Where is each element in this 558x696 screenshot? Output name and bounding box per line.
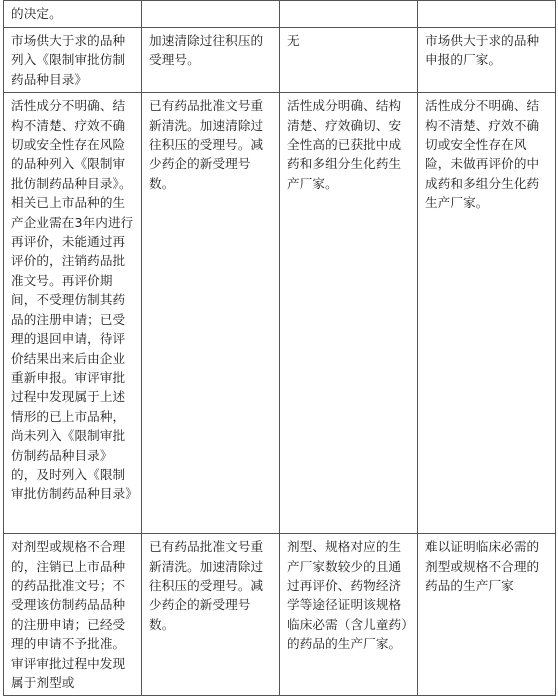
table-row: [4, 93, 556, 534]
table-cell: 剂型、规格对应的生产厂家数较少的且通过再评价、药物经济学等途径证明该规格临床必需（含儿童药）的药品的生产厂家。: [280, 534, 418, 696]
table-cell: 加速清除过往积压的受理号。: [142, 28, 280, 93]
table-cell: 活性成分不明确、结构不清楚、疗效不确切或安全性存在风险的品种列入《限制审批仿制药品种目录》。相关已上市品种的生产企业需在3年内进行再评价，未能通过再评价的，注销药品批准文号。再评价期间，不受理仿制其药品的注册申请；已受理的退回申请，待评价结果出来后由企业重新申报。审评审批过程中发现属于上述情形的已上市品种，尚未列入《限制审批仿制药品种目录》的，及时列入《限制审批仿制药品种目录》: [4, 93, 142, 534]
table-row: [4, 1, 556, 28]
table-cell: 已有药品批准文号重新清洗。加速清除过往积压的受理号。减少药企的新受理号数。: [142, 534, 280, 696]
table-cell: [280, 1, 418, 28]
table-cell: 活性成分明确、结构清楚、疗效确切、安全性高的已获批中成药和多组分生化药生产厂家。: [280, 93, 418, 534]
table-cell: 对剂型或规格不合理的，注销已上市品种的药品批准文号；不受理该仿制药品品种的注册申请；已经受理的申请不予批准。审评审批过程中发现属于剂型或: [4, 534, 142, 696]
table-row: [4, 28, 556, 93]
table-cell: 无: [280, 28, 418, 93]
table-cell: 市场供大于求的品种列入《限制审批仿制药品种目录》: [4, 28, 142, 93]
table-cell: 市场供大于求的品种申报的厂家。: [418, 28, 556, 93]
table-cell: 的决定。: [4, 1, 142, 28]
table-cell: [418, 1, 556, 28]
table-cell: 活性成分不明确、结构不清楚、疗效不确切或安全性存在风险，未做再评价的中成药和多组分生化药生产厂家。: [418, 93, 556, 534]
table-cell: 已有药品批准文号重新清洗。加速清除过往积压的受理号。减少药企的新受理号数。: [142, 93, 280, 534]
policy-table: [3, 0, 556, 696]
table-cell: [142, 1, 280, 28]
table-cell: 难以证明临床必需的剂型或规格不合理的药品的生产厂家: [418, 534, 556, 696]
table-row: [4, 534, 556, 696]
